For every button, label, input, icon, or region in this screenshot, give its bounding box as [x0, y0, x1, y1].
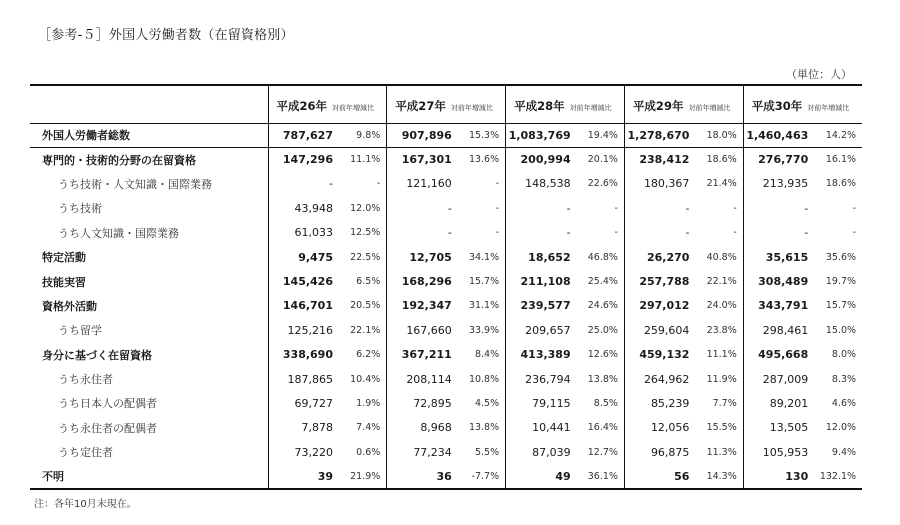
table-row [30, 440, 862, 464]
count-cell: 13,505 [743, 416, 814, 440]
year-label: 平成27年 [395, 98, 446, 113]
count-cell: 200,994 [506, 147, 577, 171]
count-cell: 61,033 [268, 221, 339, 245]
count-cell: 264,962 [624, 367, 695, 391]
table-row [30, 391, 862, 415]
row-label: うち技術 [58, 202, 102, 216]
change-rate-cell: 12.5% [350, 227, 381, 239]
count-cell: 238,412 [624, 147, 695, 171]
count-cell: 308,489 [743, 269, 814, 293]
count-cell: 413,389 [506, 343, 577, 367]
change-rate-cell: 40.8% [706, 251, 737, 263]
row-label: うち永住者の配偶者 [58, 421, 157, 435]
count-cell: 87,039 [506, 440, 577, 464]
count-cell: 338,690 [268, 343, 339, 367]
change-rate-cell: 8.4% [474, 349, 500, 361]
count-cell: 276,770 [743, 147, 814, 171]
change-rate-cell: 18.6% [825, 178, 857, 190]
count-cell: 79,115 [506, 391, 577, 415]
change-rate-cell: 24.0% [706, 300, 737, 312]
change-rate-cell: - [733, 227, 737, 239]
page-title: ［参考-５］外国人労働者数（在留資格別） [38, 28, 294, 43]
count-cell: 9,475 [268, 245, 339, 269]
change-rate-cell: 35.6% [825, 251, 857, 263]
header-year-1 [268, 85, 387, 123]
count-cell: 259,604 [624, 318, 695, 342]
change-rate-cell: 21.4% [706, 178, 737, 190]
count-cell: - [506, 221, 577, 245]
count-cell: 167,660 [387, 318, 458, 342]
count-cell: - [268, 172, 339, 196]
table-row [30, 294, 862, 318]
count-cell: 72,895 [387, 391, 458, 415]
change-rate-cell: 34.1% [468, 251, 500, 263]
unit-label: （単位：人） [786, 68, 852, 81]
change-rate-cell: 16.1% [825, 154, 857, 166]
table-row [30, 464, 862, 488]
change-rate-cell: 11.1% [350, 154, 381, 166]
table-row [30, 196, 862, 220]
change-rate-cell: 33.9% [468, 324, 500, 336]
year-sub-label: 対前年増減比 [450, 103, 493, 112]
header-label-cell [30, 85, 268, 123]
change-rate-cell: 8.3% [831, 373, 857, 385]
table-row [30, 416, 862, 440]
count-cell: 298,461 [743, 318, 814, 342]
count-cell: 146,701 [268, 294, 339, 318]
change-rate-cell: 15.5% [706, 422, 737, 434]
change-rate-cell: 46.8% [587, 251, 618, 263]
count-cell: 495,668 [743, 343, 814, 367]
change-rate-cell: 31.1% [468, 300, 500, 312]
table-row [30, 221, 862, 245]
row-label: 外国人労働者総数 [30, 123, 268, 147]
change-rate-cell: 7.4% [356, 422, 381, 434]
row-label: 不明 [30, 464, 268, 488]
change-rate-cell: - [376, 178, 381, 190]
change-rate-cell: 12.6% [587, 349, 618, 361]
year-label: 平成26年 [276, 98, 328, 113]
table-row [30, 367, 862, 391]
change-rate-cell: 15.7% [468, 276, 500, 288]
row-label: 身分に基づく在留資格 [42, 348, 152, 362]
change-rate-cell: -7.7% [458, 464, 506, 488]
count-cell: - [743, 221, 814, 245]
change-rate-cell: 9.8% [339, 123, 387, 147]
change-rate-cell: 19.7% [825, 276, 857, 288]
count-cell: 213,935 [743, 172, 814, 196]
change-rate-cell: - [495, 202, 500, 214]
count-cell: 343,791 [743, 294, 814, 318]
change-rate-cell: 24.6% [587, 300, 618, 312]
change-rate-cell: 12.7% [587, 446, 618, 458]
count-cell: 43,948 [268, 196, 339, 220]
count-cell: 12,056 [624, 416, 695, 440]
header-year-2 [387, 85, 506, 123]
count-cell: 69,727 [268, 391, 339, 415]
count-cell: 26,270 [624, 245, 695, 269]
count-cell: 77,234 [387, 440, 458, 464]
change-rate-cell: 20.5% [350, 300, 381, 312]
change-rate-cell: 22.1% [706, 276, 737, 288]
header-year-5 [743, 85, 862, 123]
count-cell: 73,220 [268, 440, 339, 464]
row-label: 専門的・技術的分野の在留資格 [42, 153, 196, 167]
change-rate-cell: 21.9% [339, 464, 387, 488]
header-year-4 [624, 85, 743, 123]
count-cell: 239,577 [506, 294, 577, 318]
count-cell: - [743, 196, 814, 220]
change-rate-cell: 15.3% [458, 123, 506, 147]
change-rate-cell: - [852, 227, 857, 239]
count-cell: 1,460,463 [743, 123, 814, 147]
change-rate-cell: 5.5% [474, 446, 500, 458]
count-cell: - [387, 196, 458, 220]
count-cell: 145,426 [268, 269, 339, 293]
change-rate-cell: 23.8% [706, 324, 737, 336]
change-rate-cell: - [614, 202, 618, 214]
change-rate-cell: 36.1% [577, 464, 625, 488]
row-label: うち人文知識・国際業務 [58, 226, 179, 240]
year-sub-label: 対前年増減比 [807, 103, 850, 112]
count-cell: 36 [387, 464, 458, 488]
year-label: 平成28年 [514, 98, 565, 113]
count-cell: 180,367 [624, 172, 695, 196]
row-label: うち留学 [58, 324, 102, 338]
change-rate-cell: 11.1% [706, 349, 737, 361]
year-label: 平成30年 [751, 98, 803, 113]
change-rate-cell: 12.0% [350, 202, 381, 214]
count-cell: 208,114 [387, 367, 458, 391]
count-cell: - [624, 221, 695, 245]
change-rate-cell: 15.0% [825, 324, 857, 336]
change-rate-cell: 11.3% [706, 446, 737, 458]
count-cell: 49 [506, 464, 577, 488]
change-rate-cell: 10.8% [468, 373, 500, 385]
count-cell: 89,201 [743, 391, 814, 415]
change-rate-cell: 11.9% [706, 373, 737, 385]
change-rate-cell: 13.6% [468, 154, 500, 166]
count-cell: 105,953 [743, 440, 814, 464]
row-label: 技能実習 [42, 275, 86, 289]
header-year-3 [506, 85, 625, 123]
count-cell: 8,968 [387, 416, 458, 440]
change-rate-cell: - [614, 227, 618, 239]
count-cell: 130 [743, 464, 814, 488]
change-rate-cell: 18.6% [706, 154, 737, 166]
change-rate-cell: 10.4% [350, 373, 381, 385]
year-sub-label: 対前年増減比 [332, 103, 375, 112]
count-cell: 907,896 [387, 123, 458, 147]
header-row [30, 85, 862, 123]
year-label: 平成29年 [632, 98, 684, 113]
count-cell: 209,657 [506, 318, 577, 342]
change-rate-cell: 6.2% [356, 349, 381, 361]
change-rate-cell: 14.2% [814, 123, 862, 147]
table-row [30, 245, 862, 269]
change-rate-cell: 0.6% [356, 446, 381, 458]
change-rate-cell: 4.6% [831, 397, 857, 409]
change-rate-cell: 1.9% [356, 397, 381, 409]
count-cell: 257,788 [624, 269, 695, 293]
row-label: うち日本人の配偶者 [58, 397, 157, 411]
count-cell: 367,211 [387, 343, 458, 367]
table-row [30, 269, 862, 293]
change-rate-cell: 7.7% [712, 397, 737, 409]
count-cell: 236,794 [506, 367, 577, 391]
count-cell: 12,705 [387, 245, 458, 269]
change-rate-cell: 16.4% [587, 422, 618, 434]
change-rate-cell: - [852, 202, 857, 214]
count-cell: 85,239 [624, 391, 695, 415]
count-cell: - [624, 196, 695, 220]
change-rate-cell: 19.4% [577, 123, 625, 147]
count-cell: 96,875 [624, 440, 695, 464]
change-rate-cell: 8.0% [831, 349, 857, 361]
count-cell: 459,132 [624, 343, 695, 367]
count-cell: 287,009 [743, 367, 814, 391]
table-row [30, 172, 862, 196]
count-cell: 125,216 [268, 318, 339, 342]
change-rate-cell: 132.1% [814, 464, 862, 488]
count-cell: 297,012 [624, 294, 695, 318]
count-cell: 39 [268, 464, 339, 488]
count-cell: - [506, 196, 577, 220]
change-rate-cell: 20.1% [587, 154, 618, 166]
year-sub-label: 対前年増減比 [688, 103, 731, 112]
change-rate-cell: 22.5% [350, 251, 381, 263]
table-row [30, 123, 862, 147]
change-rate-cell: 4.5% [474, 397, 500, 409]
count-cell: 187,865 [268, 367, 339, 391]
count-cell: 168,296 [387, 269, 458, 293]
table-row [30, 147, 862, 171]
change-rate-cell: - [495, 227, 500, 239]
change-rate-cell: 25.0% [587, 324, 618, 336]
count-cell: 18,652 [506, 245, 577, 269]
change-rate-cell: 13.8% [468, 422, 500, 434]
row-label: 資格外活動 [42, 299, 97, 313]
table-row [30, 318, 862, 342]
row-label: うち技術・人文知識・国際業務 [58, 177, 212, 191]
year-sub-label: 対前年増減比 [569, 103, 612, 112]
count-cell: 35,615 [743, 245, 814, 269]
count-cell: 211,108 [506, 269, 577, 293]
row-label: 特定活動 [42, 251, 86, 265]
change-rate-cell: 15.7% [825, 300, 857, 312]
change-rate-cell: - [495, 178, 500, 190]
change-rate-cell: 6.5% [356, 276, 381, 288]
count-cell: - [387, 221, 458, 245]
change-rate-cell: 18.0% [695, 123, 743, 147]
count-cell: 192,347 [387, 294, 458, 318]
count-cell: 56 [624, 464, 695, 488]
change-rate-cell: 25.4% [587, 276, 618, 288]
change-rate-cell: 9.4% [831, 446, 857, 458]
change-rate-cell: 12.0% [825, 422, 857, 434]
data-table [30, 84, 862, 490]
change-rate-cell: 22.1% [350, 324, 381, 336]
count-cell: 787,627 [268, 123, 339, 147]
count-cell: 1,083,769 [506, 123, 577, 147]
count-cell: 148,538 [506, 172, 577, 196]
count-cell: 10,441 [506, 416, 577, 440]
footnote: 注：各年10月末現在。 [34, 499, 137, 510]
change-rate-cell: - [733, 202, 737, 214]
change-rate-cell: 22.6% [587, 178, 618, 190]
table-row [30, 343, 862, 367]
count-cell: 121,160 [387, 172, 458, 196]
change-rate-cell: 14.3% [695, 464, 743, 488]
count-cell: 167,301 [387, 147, 458, 171]
count-cell: 147,296 [268, 147, 339, 171]
change-rate-cell: 13.8% [587, 373, 618, 385]
row-label: うち永住者 [58, 373, 113, 387]
row-label: うち定住者 [58, 446, 113, 460]
change-rate-cell: 8.5% [593, 397, 618, 409]
count-cell: 1,278,670 [624, 123, 695, 147]
count-cell: 7,878 [268, 416, 339, 440]
